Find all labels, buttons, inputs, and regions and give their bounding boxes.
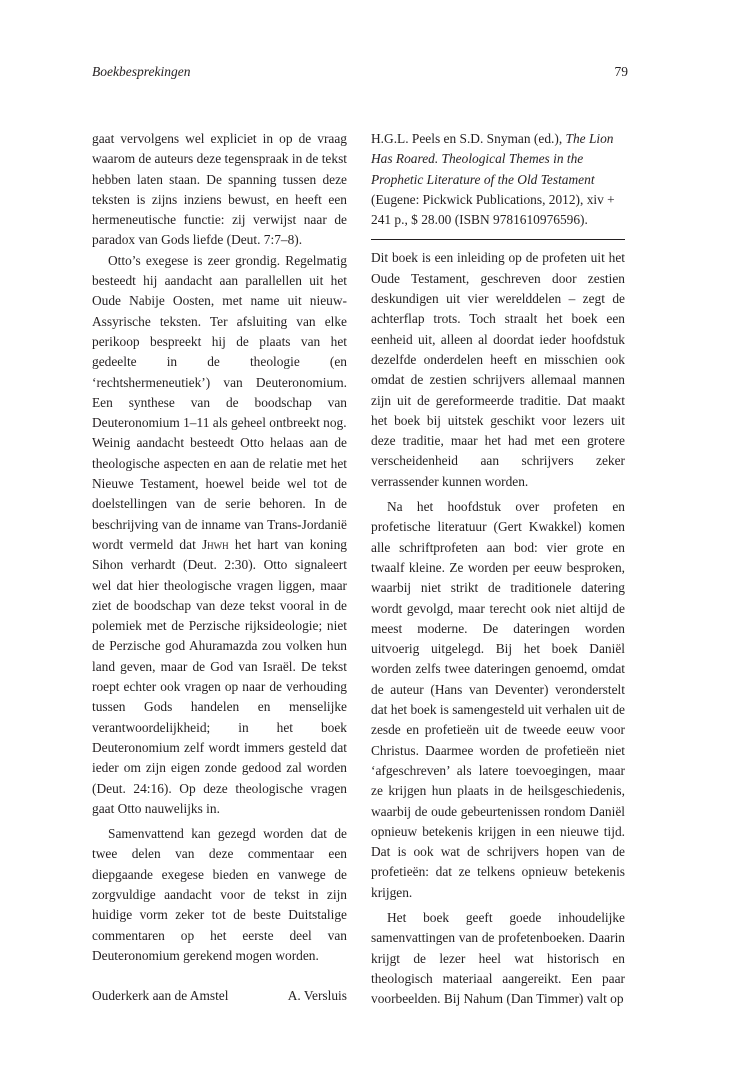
paragraph: Dit boek is een inleiding op de profeten uit het Oude Testament, geschreven door zestien deskundigen uit vier werelddelen – zegt de achterflap trots. Toch straalt het boek een eenheid uit, alleen al doordat ieder hoofdstuk dezelfde onderdelen heeft en misschien ook omdat de zestien schrijvers allemaal mannen zijn uit de gereformeerde traditie. Dat maakt het boek bij uitstek geschikt voor lezers uit deze traditie, maar het had met een grotere verscheidenheid aan schrijvers zeker verrassender kunnen worden. — [371, 250, 625, 489]
divine-name: Jhwh — [201, 536, 229, 552]
book-title: The Lion Has Roared. Theological Themes in the Prophetic Literature of the Old Testament — [371, 131, 614, 187]
paragraph-text: Weinig aandacht besteedt Otto helaas aan de theologische aspecten en aan de relatie met het Nieuwe Testament, hoewel beide wel tot de doelstellingen van de serie behoren. In de beschrijving van de inname van Trans-Jordanië wordt vermeld dat — [92, 435, 347, 552]
signature-author: A. Versluis — [287, 988, 347, 1004]
divider — [371, 239, 625, 240]
paragraph: gaat vervolgens wel expliciet in op de vraag waarom de auteurs deze tegenspraak in de tekst hebben laten staan. De spanning tussen deze teksten is zijns inziens bewust, en heeft een hermeneutische functie: zij verwijst naar de paradox van Gods liefde (Deut. 7:7–8). — [92, 131, 347, 248]
paragraph: Samenvattend kan gezegd worden dat de twee delen van deze commentaar een diepgaande exegese bieden en vanwege de zorgvuldige aandacht voor de tekst in zijn huidige vorm zeker tot de beste Duitstalige commentaren op het eerste deel van Deuteronomium gerekend mogen worden. — [92, 826, 347, 963]
right-column — [371, 129, 625, 1009]
book-publication: (Eugene: Pickwick Publications, 2012), xiv + 241 p., $ 28.00 (ISBN 9781610976596). — [371, 191, 615, 228]
page-number: 79 — [614, 64, 628, 79]
book-reference — [371, 129, 625, 239]
signature-place: Ouderkerk aan de Amstel — [92, 988, 229, 1004]
running-title: Boekbesprekingen — [92, 64, 191, 79]
left-column — [92, 129, 347, 1006]
book-authors: H.G.L. Peels en S.D. Snyman (ed.), — [371, 131, 566, 146]
paragraph — [92, 433, 347, 819]
paragraph: Het boek geeft goede inhoudelijke samenvattingen van de profetenboeken. Daarin krijgt de lezer heel wat historisch en theologisch materiaal aangereikt. Een paar voorbeelden. Bij Nahum (Dan Timmer) valt op — [371, 909, 625, 1007]
review-signature — [92, 986, 347, 1006]
paragraph: Otto’s exegese is zeer grondig. Regelmatig besteedt hij aandacht aan parallellen uit het Oude Nabije Oosten, met name uit nieuw-Assyrische teksten. Ter afsluiting van elke perikoop bespreekt hij de plaats van het gedeelte in de theologie (en ‘rechtshermeneutiek’) van Deuteronomium. Een synthese van de boodschap van Deuteronomium 1–11 als geheel ontbreekt nog. — [92, 252, 347, 431]
paragraph: Na het hoofdstuk over profeten en profetische literatuur (Gert Kwakkel) komen alle schriftprofeten aan bod: vier grote en twaalf kleine. Ze worden per eeuw besproken, waarbij niet strikt de traditionele datering wordt gevolgd, maar terecht ook niet altijd de meest moderne. De dateringen worden uitvoerig uitgelegd. Bij het boek Daniël worden zelfs twee dateringen genoemd, omdat de auteur (Hans van Deventer) veronderstelt dat het boek is samengesteld uit verhalen uit de zesde en profetieën uit de tweede eeuw voor Christus. Daarmee worden de profetieën niet ‘afgeschreven’ als latere toevoegingen, maar ze krijgen hun plaats in de heilsgeschiedenis, waarbij de oude gebeurtenissen rondom Daniël opnieuw betekenis krijgen in een nieuwe tijd. Dat is ook wat de schrijvers hopen van de profetieën: dat ze telkens opnieuw betekenis krijgen. — [371, 499, 625, 900]
paragraph-text: het hart van koning Sihon verhardt (Deut. 2:30). Otto signaleert wel dat hier theologische vragen liggen, maar ziet de boodschap van deze tekst vooral in de polemiek met de Perzische rijksideologie; niet de Perzische god Ahuramazda zou volken hun land geven, maar de God van Israël. De tekst roept echter ook vragen op naar de verhouding tussen Gods handelen en menselijke verantwoordelijkheid; in het boek Deuteronomium zelf wordt immers gesteld dat ieder om zijn eigen zonde gedood zal worden (Deut. 24:16). Op deze theologische vragen gaat Otto nauwelijks in. — [92, 536, 348, 816]
